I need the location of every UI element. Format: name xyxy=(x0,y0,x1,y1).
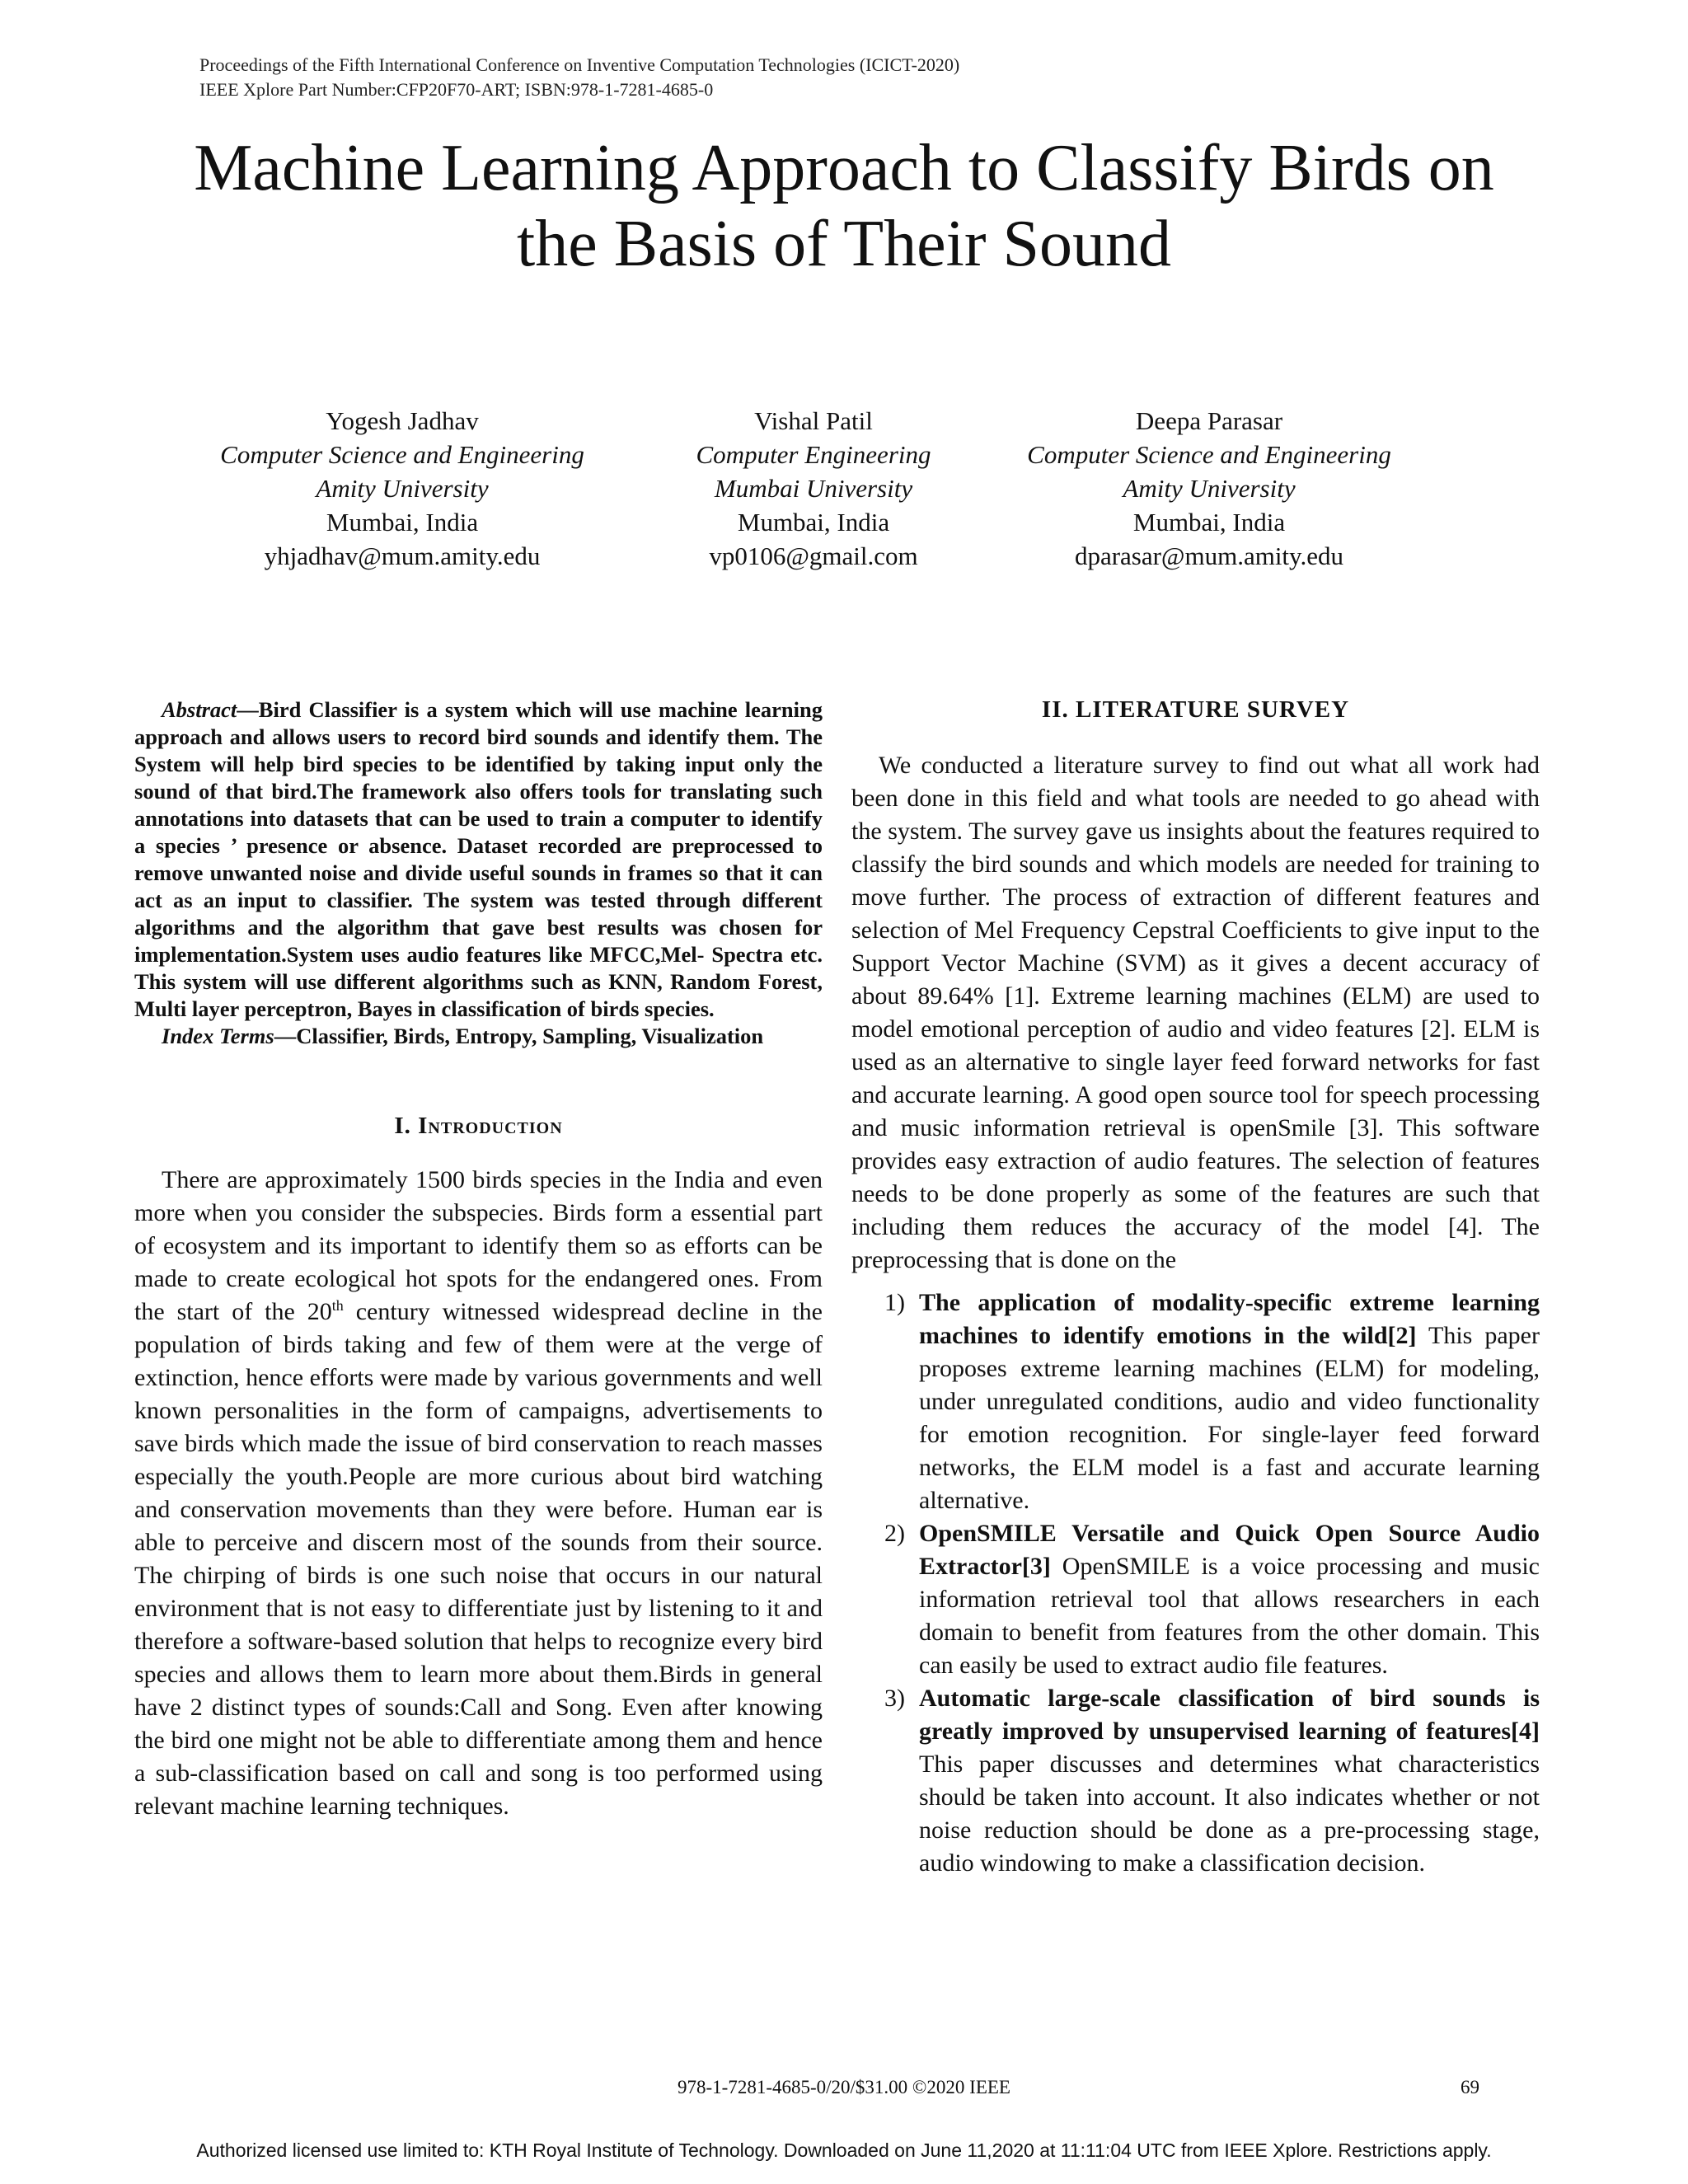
intro-text-part-2: century witnessed widespread decline in the population of birds taking and few of them were at the verge of extinction, hence efforts were made by various governments and well known personalities in the form of campaigns, advertisements to save birds which made the issue of bird conservation to reach masses especially the youth.People are more curious about bird watching and conservation movements than they were before. Human ear is able to perceive and discern most of the sounds from their source. The chirping of birds is one such noise that occurs in our natural environment that is not easy to differentiate just by listening to it and therefore a software-based solution that helps to recognize every bird species and allows them to learn more about them.Birds in general have 2 distinct types of sounds:Call and Song. Even after knowing the bird one might not be able to differentiate among them and hence a sub-classification based on call and song is too performed using relevant machine learning techniques. xyxy=(134,1298,823,1820)
footer-copyright: 978-1-7281-4685-0/20/$31.00 ©2020 IEEE xyxy=(678,2077,1010,2097)
literature-paragraph: We conducted a literature survey to find out what all work had been done in this field and what tools are needed to go ahead with the system. The survey gave us insights about the features required to classify the bird sounds and which models are needed for training to move further. The process of extraction of different features and selection of Mel Frequency Cepstral Coefficients to give input to the Support Vector Machine (SVM) as it gives a decent accuracy of about 89.64% [1]. Extreme learning machines (ELM) are used to model emotional perception of audio and video features [2]. ELM is used as an alternative to single layer feed forward networks for fast and accurate learning. A good open source tool for speech processing and music information retrieval is openSmile [3]. This software provides easy extraction of audio features. The selection of features needs to be done properly as some of the features are such that including them reduces the accuracy of the model [4]. The preprocessing that is done on the xyxy=(851,752,1540,1273)
section-heading-introduction xyxy=(134,1109,823,1142)
author-city: Mumbai, India xyxy=(737,508,890,537)
conference-header-line-1: Proceedings of the Fifth International Conference on Inventive Computation Technologies (ICICT-2020) xyxy=(199,54,960,75)
left-column xyxy=(134,696,823,1823)
page-number: 69 xyxy=(1461,2077,1479,2097)
author-block-2 xyxy=(657,404,970,573)
abstract xyxy=(134,696,823,1023)
author-name: Deepa Parasar xyxy=(1135,406,1283,435)
list-item-title: The application of modality-specific extreme learning machines to identify emotions in the wild[2] xyxy=(919,1289,1540,1349)
index-terms-lead: Index Terms xyxy=(162,1024,274,1048)
author-city: Mumbai, India xyxy=(1132,508,1286,537)
literature-list xyxy=(851,1286,1540,1880)
list-item-number: 1) xyxy=(884,1289,905,1316)
author-department: Computer Engineering xyxy=(696,440,931,469)
license-notice: Authorized licensed use limited to: KTH Royal Institute of Technology. Downloaded on June 11,2020 at 11:11:04 UTC from IEEE Xplore. Restrictions apply. xyxy=(196,2139,1492,2161)
author-email[interactable]: vp0106@gmail.com xyxy=(709,541,918,570)
author-name: Yogesh Jadhav xyxy=(326,406,479,435)
list-item-text: This paper discusses and determines what characteristics should be taken into account. It also indicates whether or not noise reduction should be done as a pre-processing stage, audio windowing to make a classification decision. xyxy=(919,1750,1540,1877)
section-numeral: I. xyxy=(394,1113,411,1139)
list-item xyxy=(851,1517,1540,1682)
list-item-number: 2) xyxy=(884,1520,905,1547)
author-block-1 xyxy=(188,404,617,573)
list-item xyxy=(851,1286,1540,1517)
superscript-th: th xyxy=(331,1297,344,1314)
intro-text-part-1: There are approximately 1500 birds species in the India and even more when you consider the subspecies. Birds form a essential part of ecosystem and its important to identify them so as efforts can be made to create ecological hot spots for the endangered ones. From the start of the 20 xyxy=(134,1166,823,1325)
author-name: Vishal Patil xyxy=(754,406,873,435)
index-terms xyxy=(134,1023,823,1050)
author-department: Computer Science and Engineering xyxy=(220,440,584,469)
list-item-number: 3) xyxy=(884,1685,905,1712)
author-city: Mumbai, India xyxy=(326,508,479,537)
abstract-lead: Abstract xyxy=(162,697,237,722)
list-item-text: OpenSMILE is a voice processing and music information retrieval tool that allows researchers in each domain to benefit from features from the other domain. This can easily be used to extract audio file features. xyxy=(919,1553,1540,1679)
author-block-3 xyxy=(995,404,1423,573)
author-email[interactable]: dparasar@mum.amity.edu xyxy=(1074,541,1344,570)
author-university: Mumbai University xyxy=(714,474,913,503)
section-numeral: II. xyxy=(1041,696,1069,723)
conference-header-line-2: IEEE Xplore Part Number:CFP20F70-ART; ISBN:978-1-7281-4685-0 xyxy=(199,79,714,100)
section-title: LITERATURE SURVEY xyxy=(1075,696,1350,723)
paper-title-line-2: the Basis of Their Sound xyxy=(516,208,1172,280)
paper-title-line-1: Machine Learning Approach to Classify Birds on xyxy=(194,132,1494,204)
author-department: Computer Science and Engineering xyxy=(1027,440,1391,469)
list-item-text: This paper proposes extreme learning machines (ELM) for modeling, under unregulated conditions, audio and video functionality for emotion recognition. For single-layer feed forward networks, the ELM model is a fast and accurate learning alternative. xyxy=(919,1322,1540,1514)
section-heading-literature-survey xyxy=(851,693,1540,726)
author-university: Amity University xyxy=(1123,474,1296,503)
abstract-text: —Bird Classifier is a system which will use machine learning approach and allows users to record bird sounds and identify them. The System will help bird species to be identified by taking input only the sound of that bird.The framework also offers tools for translating such annotations into datasets that can be used to train a computer to identify a species ’ presence or absence. Dataset recorded are preprocessed to remove unwanted noise and divide useful sounds in frames so that it can act as an input to classifier. The system was tested through different algorithms and the algorithm that gave best results was chosen for implementation.System uses audio features like MFCC,Mel- Spectra etc. This system will use different algorithms such as KNN, Random Forest, Multi layer perceptron, Bayes in classification of birds species. xyxy=(134,697,823,1021)
author-email[interactable]: yhjadhav@mum.amity.edu xyxy=(264,541,541,570)
section-title: Introduction xyxy=(418,1113,563,1139)
introduction-paragraph xyxy=(134,1164,823,1823)
list-item xyxy=(851,1682,1540,1880)
index-terms-text: —Classifier, Birds, Entropy, Sampling, Visualization xyxy=(274,1024,764,1048)
author-university: Amity University xyxy=(316,474,489,503)
list-item-title: OpenSMILE Versatile and Quick Open Source Audio Extractor[3] xyxy=(919,1520,1540,1580)
list-item-title: Automatic large-scale classification of bird sounds is greatly improved by unsupervised learning of features[4] xyxy=(919,1685,1540,1745)
paper-title xyxy=(0,130,1688,282)
right-column xyxy=(851,696,1540,1880)
